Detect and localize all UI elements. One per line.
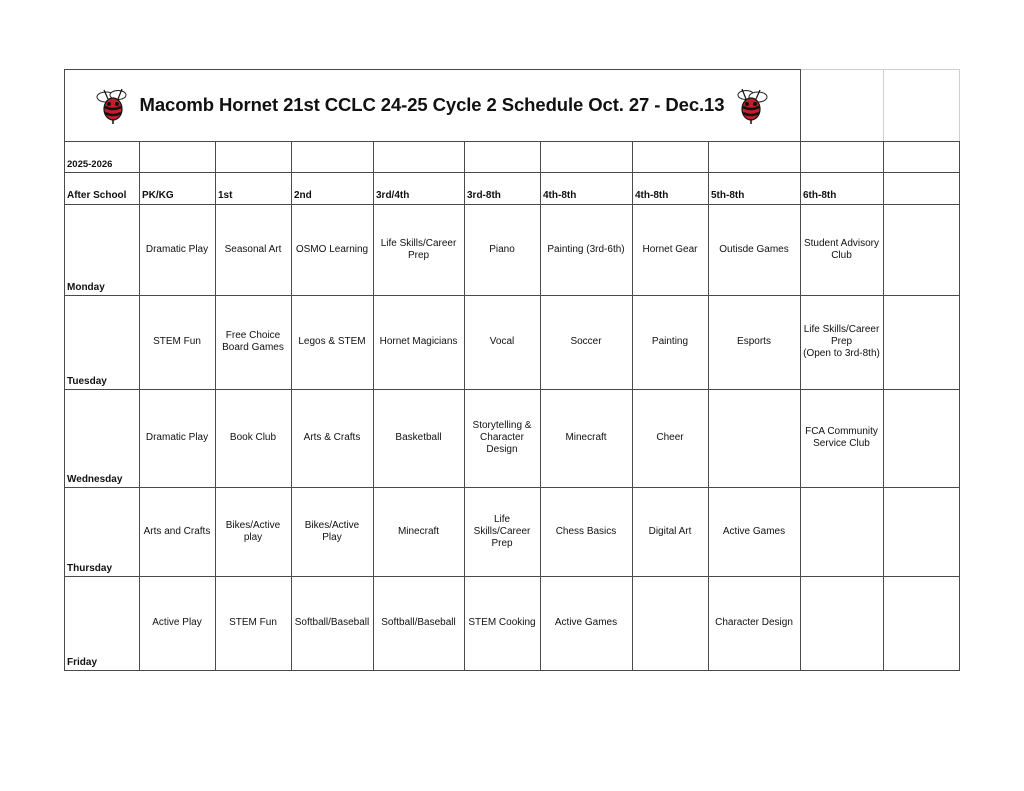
schedule-cell xyxy=(540,295,632,389)
activity-text: Bikes/Active Play xyxy=(304,519,360,543)
activity-text: Life Skills/Career Prep xyxy=(380,237,457,261)
activity-text: Painting xyxy=(651,336,689,347)
schedule-cell xyxy=(883,295,959,389)
schedule-cell xyxy=(291,576,373,670)
activity-text: Free Choice Board Games xyxy=(222,330,284,353)
activity-text: Softball/Baseball xyxy=(294,617,370,628)
schedule-cell xyxy=(215,204,291,295)
schedule-cell xyxy=(291,389,373,487)
schedule-cell xyxy=(883,204,959,295)
activity-text: STEM Cooking xyxy=(468,617,536,628)
column-header: 4th-8th xyxy=(635,190,669,201)
activity-text: Esports xyxy=(737,336,771,347)
schedule-cell xyxy=(139,576,215,670)
schedule-cell xyxy=(373,204,464,295)
schedule-cell xyxy=(139,204,215,295)
activity-text: Book Club xyxy=(229,432,277,443)
activity-text: Outisde Games xyxy=(719,243,789,255)
schedule-cell xyxy=(215,295,291,389)
schedule-cell xyxy=(632,204,708,295)
activity-text: Soccer xyxy=(570,336,602,347)
grid-vline xyxy=(883,69,884,141)
schedule-cell xyxy=(215,487,291,576)
activity-text: Active Games xyxy=(722,525,786,537)
schedule-cell xyxy=(139,487,215,576)
schedule-cell xyxy=(464,487,540,576)
column-header: PK/KG xyxy=(142,190,174,201)
column-header: 3rd-8th xyxy=(467,190,501,201)
schedule-cell xyxy=(883,576,959,670)
schedule-cell xyxy=(708,389,800,487)
schedule-cell xyxy=(708,487,800,576)
schedule-cell xyxy=(708,576,800,670)
grid-vline xyxy=(64,69,65,671)
schedule-cell xyxy=(708,204,800,295)
activity-text: Piano xyxy=(489,243,515,255)
schedule-cell xyxy=(373,487,464,576)
day-label: Monday xyxy=(67,282,105,293)
activity-text: Bikes/Active play xyxy=(225,519,281,543)
schedule-cell xyxy=(540,576,632,670)
day-label: Wednesday xyxy=(67,474,123,485)
schedule-cell xyxy=(373,576,464,670)
page-title: Macomb Hornet 21st CCLC 24-25 Cycle 2 Schedule Oct. 27 - Dec.13 xyxy=(139,94,725,115)
column-header: 1st xyxy=(218,190,233,201)
schedule-cell xyxy=(540,389,632,487)
schedule-cell xyxy=(291,487,373,576)
grid-hline xyxy=(64,141,959,142)
column-header: 4th-8th xyxy=(543,190,577,201)
schedule-cell xyxy=(464,389,540,487)
activity-text: Arts & Crafts xyxy=(303,432,361,443)
activity-text: STEM Fun xyxy=(229,617,277,628)
activity-text: Student Advisory Club xyxy=(803,237,880,261)
activity-text: Life Skills/Career Prep (Open to 3rd-8th) xyxy=(803,324,880,359)
activity-text: Minecraft xyxy=(397,525,440,537)
schedule-cell xyxy=(800,389,883,487)
schedule-cell xyxy=(800,295,883,389)
activity-text: Dramatic Play xyxy=(145,432,209,443)
activity-text: Hornet Gear xyxy=(642,243,698,255)
activity-text: Basketball xyxy=(395,432,442,443)
activity-text: Character Design xyxy=(715,617,793,628)
schedule-cell xyxy=(708,295,800,389)
schedule-cell xyxy=(215,389,291,487)
activity-text: Arts and Crafts xyxy=(143,525,211,537)
schedule-sheet xyxy=(64,69,959,670)
activity-text: Softball/Baseball xyxy=(381,617,456,628)
schedule-cell xyxy=(373,295,464,389)
activity-text: Vocal xyxy=(489,336,515,347)
day-label: Tuesday xyxy=(67,376,107,387)
schedule-cell xyxy=(291,295,373,389)
schedule-cell xyxy=(139,295,215,389)
schedule-cell xyxy=(632,487,708,576)
title-row xyxy=(64,69,800,141)
activity-text: Minecraft xyxy=(565,432,607,443)
schedule-cell xyxy=(632,576,708,670)
schedule-cell xyxy=(139,389,215,487)
grid-vline xyxy=(959,141,960,671)
schedule-cell xyxy=(883,487,959,576)
activity-text: Storytelling & Character Design xyxy=(472,420,532,455)
activity-text: Dramatic Play xyxy=(145,243,209,255)
schedule-cell xyxy=(800,487,883,576)
grid-hline xyxy=(800,69,959,70)
column-header: 6th-8th xyxy=(803,190,837,201)
grid-hline xyxy=(64,69,800,70)
schedule-cell xyxy=(800,204,883,295)
schedule-cell xyxy=(464,204,540,295)
column-header: After School xyxy=(67,190,127,201)
grid-hline xyxy=(64,670,959,671)
schedule-cell xyxy=(632,389,708,487)
activity-text: FCA Community Service Club xyxy=(805,426,878,449)
column-header: 2nd xyxy=(294,190,312,201)
activity-text: Active Games xyxy=(554,617,618,628)
activity-text: Hornet Magicians xyxy=(379,336,458,347)
schedule-cell xyxy=(883,389,959,487)
activity-text: Painting (3rd-6th) xyxy=(547,243,625,255)
schedule-cell xyxy=(540,487,632,576)
year-label: 2025-2026 xyxy=(67,159,113,170)
column-header: 5th-8th xyxy=(711,190,745,201)
schedule-cell xyxy=(464,576,540,670)
schedule-cell xyxy=(800,576,883,670)
schedule-cell xyxy=(632,295,708,389)
schedule-cell xyxy=(215,576,291,670)
activity-text: Digital Art xyxy=(648,525,692,537)
day-label: Friday xyxy=(67,657,98,668)
activity-text: Cheer xyxy=(656,432,684,443)
activity-text: Chess Basics xyxy=(555,525,617,537)
activity-text: Life Skills/Career Prep xyxy=(473,513,531,549)
hornet-mascot-icon xyxy=(92,85,132,125)
column-header: 3rd/4th xyxy=(376,190,410,201)
hornet-mascot-icon xyxy=(732,85,772,125)
grid-hline xyxy=(64,172,959,173)
activity-text: Active Play xyxy=(152,617,202,628)
activity-text: OSMO Learning xyxy=(295,243,369,255)
activity-text: Seasonal Art xyxy=(224,243,282,255)
schedule-cell xyxy=(540,204,632,295)
schedule-cell xyxy=(291,204,373,295)
day-label: Thursday xyxy=(67,563,113,574)
schedule-cell xyxy=(373,389,464,487)
grid-vline xyxy=(959,69,960,141)
activity-text: Legos & STEM xyxy=(298,336,366,347)
schedule-cell xyxy=(464,295,540,389)
activity-text: STEM Fun xyxy=(153,336,201,347)
